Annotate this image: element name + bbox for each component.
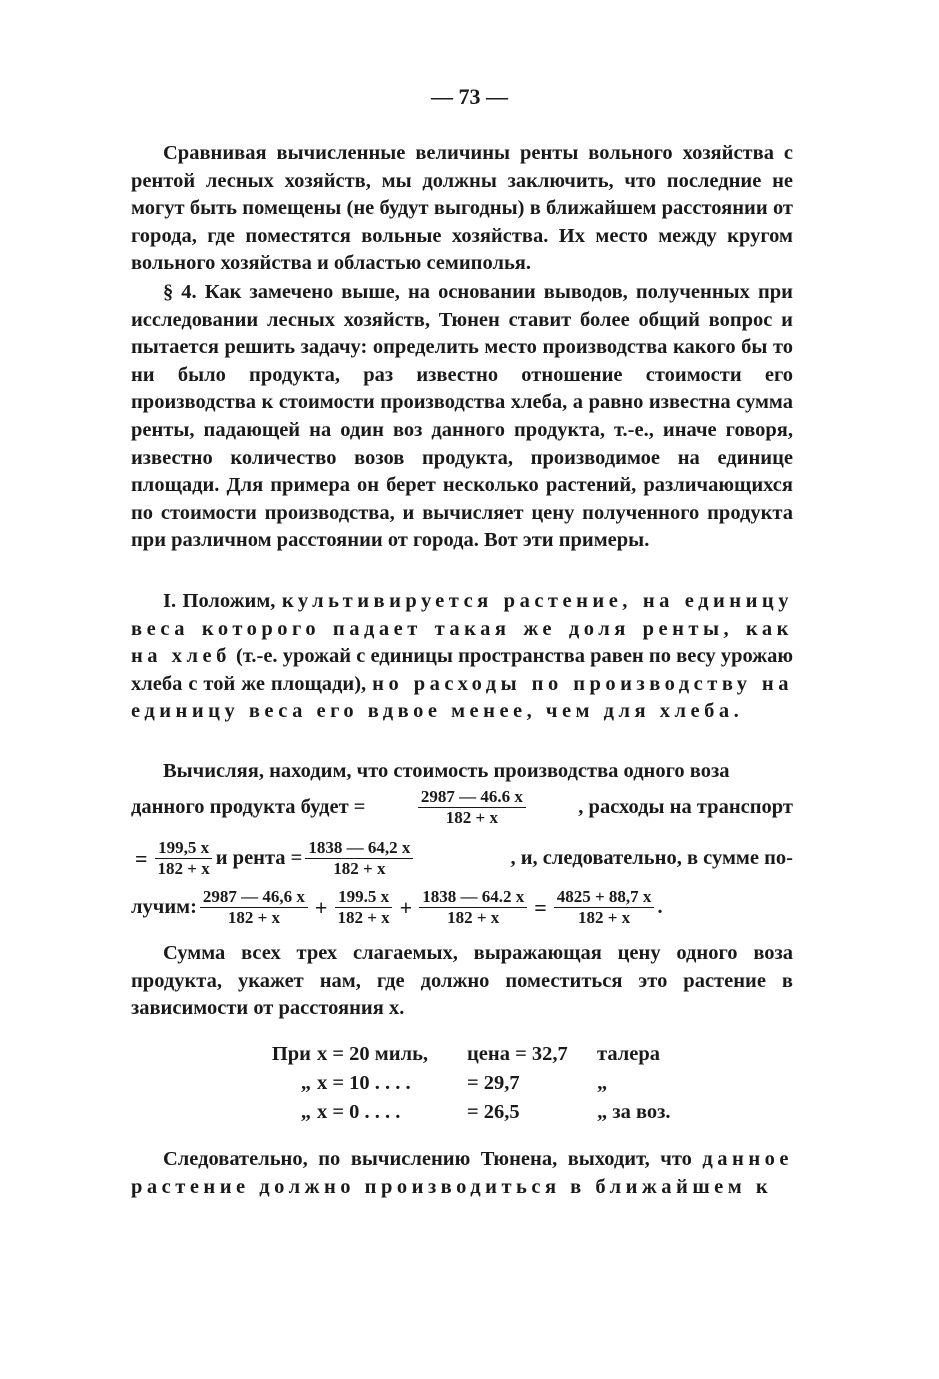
fraction-numerator: 2987 — 46.6 x xyxy=(418,787,526,808)
fraction-transport xyxy=(155,838,213,879)
formula-prefix: данного продукта будет = xyxy=(131,796,366,818)
fraction-denominator: 182 + x xyxy=(337,908,390,927)
fraction-numerator: 2987 — 46,6 x xyxy=(200,887,308,908)
equals-sign: = xyxy=(534,894,547,920)
fraction-numerator: 199.5 x xyxy=(335,887,392,908)
table-cell: = 29,7 xyxy=(467,1072,520,1094)
table-cell: = 26,5 xyxy=(467,1101,520,1123)
paragraph-rent-comparison xyxy=(131,140,793,278)
formula-prefix: лучим: xyxy=(131,896,197,918)
paragraph-text: Вычисляя, находим, что стоимость производства одного воза xyxy=(163,760,730,782)
fraction-denominator: 182 + x xyxy=(227,908,281,927)
fraction-numerator: 199,5 x xyxy=(155,838,212,859)
page-number: — 73 — xyxy=(431,84,508,109)
spaced-text: данное растение должно производиться в ближайшем к xyxy=(131,1148,793,1198)
fraction-sum-term-2 xyxy=(334,887,392,928)
table-cell: талера xyxy=(597,1043,661,1065)
fraction-denominator: 182 + x xyxy=(445,808,498,827)
formula-mid-text: и рента = xyxy=(215,847,303,869)
lead-text: Следовательно, по вычислению Тюнена, выходит, что xyxy=(163,1148,703,1170)
table-cell: „ xyxy=(300,1101,311,1123)
fraction-denominator: 182 + x xyxy=(447,908,500,927)
paragraph-sum-explanation xyxy=(131,940,793,1023)
paragraph-text xyxy=(131,588,793,726)
fraction-denominator: 182 + x xyxy=(157,859,210,878)
table-row xyxy=(265,1098,717,1127)
fraction-production-cost xyxy=(418,787,526,828)
plus-sign: + xyxy=(314,894,328,920)
fraction-sum-term-1 xyxy=(200,887,308,928)
fraction-numerator: 4825 + 88,7 x xyxy=(554,887,655,908)
paragraph-example-1 xyxy=(131,588,793,726)
formula-suffix: , расходы на транспорт xyxy=(578,796,793,818)
table-cell: цена = 32,7 xyxy=(467,1043,568,1065)
table-row xyxy=(265,1069,717,1098)
paragraph-section-4 xyxy=(131,279,793,555)
table-cell: „ xyxy=(300,1072,311,1094)
table-cell: „ за воз. xyxy=(597,1101,671,1123)
fraction-numerator: 1838 — 64,2 x xyxy=(305,838,413,859)
table-row xyxy=(265,1040,717,1069)
fraction-sum-term-3 xyxy=(419,887,527,928)
fraction-sum-result xyxy=(554,887,655,928)
fraction-rent xyxy=(305,838,413,879)
table-cell: „ xyxy=(597,1072,608,1094)
plus-sign: + xyxy=(399,894,413,920)
paragraph-conclusion xyxy=(131,1146,793,1201)
equals-sign: = xyxy=(135,845,148,871)
paragraph-calculation-intro xyxy=(131,758,793,786)
table-cell: x = 0 . . . . xyxy=(317,1101,401,1123)
paragraph-text: § 4. Как замечено выше, на основании выводов, полученных при исследовании лесных хозяйств, Тюнен ставит более общий вопрос и пытается решить задачу: определить место производства какого бы то ни было продукта, раз известно отношение стоимости его производства к стоимости производства хлеба, а равно известна сумма ренты, падающей на один воз данного продукта, т.-е., иначе говоря, известно количество возов продукта, производимое на единице площади. Для примера он берет несколько растений, различающихся по стоимости производства, и вычисляет цену полученного продукта при различном расстоянии от города. Вот эти примеры. xyxy=(131,281,793,552)
paragraph-text xyxy=(131,1146,793,1201)
formula-suffix: , и, следовательно, в сумме по- xyxy=(510,847,793,869)
formula-left-group xyxy=(131,838,416,879)
parenthetical-text: (т.-е. урожай с единицы пространства равен по весу урожаю хлеба с той же площади), xyxy=(131,645,793,695)
table-cell: При xyxy=(271,1043,311,1065)
fraction-denominator: 182 + x xyxy=(578,908,631,927)
formula-total-sum xyxy=(131,887,793,928)
lead-text: I. Положим, xyxy=(163,590,282,612)
formula-production-cost xyxy=(131,787,793,828)
formula-end-period: . xyxy=(657,896,663,918)
price-by-distance-table xyxy=(265,1040,717,1127)
spaced-text: но расходы по производству на единицу веса его вдвое менее, чем для хлеба. xyxy=(131,672,793,723)
fraction-numerator: 1838 — 64.2 x xyxy=(419,887,527,908)
paragraph-text: Сравнивая вычисленные величины ренты вольного хозяйства с рентой лесных хозяйств, мы должны заключить, что последние не могут быть помещены (не будут выгодны) в ближайшем расстоянии от города, где поместятся вольные хозяйства. Их место между кругом вольного хозяйства и областью семиполья. xyxy=(131,142,793,275)
paragraph-text: Сумма всех трех слагаемых, выражающая цену одного воза продукта, укажет нам, где должно поместиться это растение в зависимости от расстояния x. xyxy=(131,942,793,1020)
fraction-denominator: 182 + x xyxy=(333,859,386,878)
formula-transport-rent xyxy=(131,838,793,879)
table-cell: x = 20 миль, xyxy=(317,1043,429,1065)
table-cell: x = 10 . . . . xyxy=(317,1072,411,1094)
spaced-text: культивируется растение, на единицу веса которого падает такая же доля ренты, как на хлеб xyxy=(131,590,793,668)
